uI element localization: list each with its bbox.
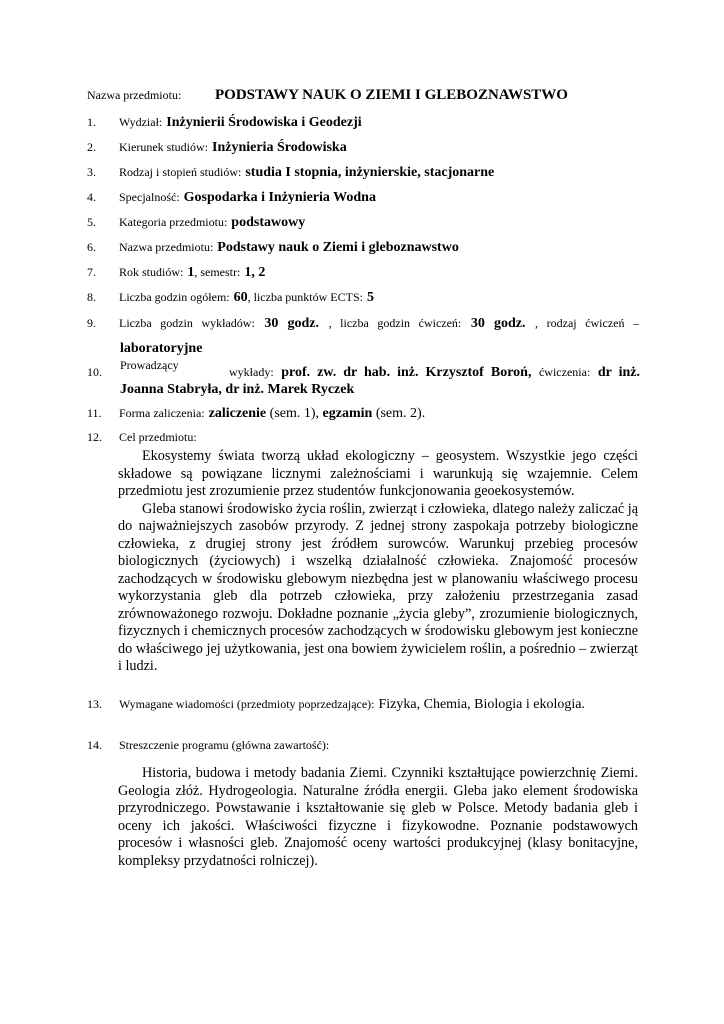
item-summary xyxy=(87,736,640,754)
item-label: ćwiczenia: xyxy=(538,365,591,379)
item-label: Wymagane wiadomości (przedmioty poprzedzające): xyxy=(119,697,375,711)
item-value: 30 godz. xyxy=(264,316,319,331)
item-specialty xyxy=(87,188,640,207)
item-number: 1. xyxy=(87,115,96,129)
item-label: Rok studiów: xyxy=(119,265,184,279)
item-value: podstawowy xyxy=(231,215,306,230)
item-hours-breakdown xyxy=(87,314,639,333)
item-label: , liczba punktów ECTS: xyxy=(247,290,363,304)
item-value: Gospodarka i Inżynieria Wodna xyxy=(183,190,376,205)
item-number: 8. xyxy=(87,290,96,304)
goal-text xyxy=(118,448,638,676)
summary-text xyxy=(118,765,638,870)
item-label: Nazwa przedmiotu: xyxy=(119,240,214,254)
item-text: (sem. 1), xyxy=(266,406,323,421)
item-value: zaliczenie xyxy=(208,406,267,421)
item-value: egzamin xyxy=(322,406,373,421)
item-course-name xyxy=(87,238,640,257)
item-number: 6. xyxy=(87,240,96,254)
item-number: 14. xyxy=(87,738,102,752)
item-label: Specjalność: xyxy=(119,190,180,204)
item-label: Liczba godzin wykładów: xyxy=(119,316,255,330)
header-label: Nazwa przedmiotu: xyxy=(87,88,182,102)
item-label: Rodzaj i stopień studiów: xyxy=(119,165,242,179)
item-study-type xyxy=(87,163,640,182)
item-goal xyxy=(87,428,640,446)
document-header xyxy=(87,86,640,104)
item-text: (sem. 2). xyxy=(372,406,426,421)
item-value: Fizyka, Chemia, Biologia i ekologia. xyxy=(378,697,585,712)
summary-paragraph: Historia, budowa i metody badania Ziemi. Czynniki kształtujące powierzchnię Ziemi. Geologia złóż. Hydrogeologia. Naturalne źródła energii. Gleba jako element środowiska przyrodniczego. Powstawanie i kształtowanie się gleb w Polsce. Metody badania gleb i oceny ich jakości. Właściwości fizyczne i fizykowodne. Poznanie podstawowych procesów i własności gleb. Znajomość oceny wartości produkcyjnej (klasy bonitacyjne, kompleksy przydatności rolniczej). xyxy=(118,765,638,869)
item-label: wykłady: xyxy=(229,365,274,379)
item-value: 1 xyxy=(187,265,195,280)
item-label: , liczba godzin ćwiczeń: xyxy=(328,316,462,330)
item-label: Liczba godzin ogółem: xyxy=(119,290,230,304)
item-label: Forma zaliczenia: xyxy=(119,406,205,420)
item-number: 9. xyxy=(87,316,96,330)
item-category xyxy=(87,213,640,232)
item-value: Inżynieria Środowiska xyxy=(212,140,347,155)
document-title: PODSTAWY NAUK O ZIEMI I GLEBOZNAWSTWO xyxy=(215,87,568,103)
item-number: 7. xyxy=(87,265,96,279)
goal-paragraph: Ekosystemy świata tworzą układ ekologiczny – geosystem. Wszystkie jego części składowe są powiązane licznymi zależnościami i warunkują się wzajemnie. Celem przedmiotu jest zrozumienie przez studentów funkcjonowania geoekosystemów. xyxy=(118,448,638,499)
item-label: Prowadzący xyxy=(120,358,179,372)
item-value: 1, 2 xyxy=(244,265,266,280)
item-value: Inżynierii Środowiska i Geodezji xyxy=(166,115,362,130)
item-number: 2. xyxy=(87,140,96,154)
item-value: Podstawy nauk o Ziemi i gleboznawstwo xyxy=(217,240,459,255)
item-number: 10. xyxy=(87,365,102,379)
item-value: 60 xyxy=(233,290,248,305)
item-label: , rodzaj ćwiczeń – xyxy=(535,316,640,330)
item-value: 30 godz. xyxy=(470,316,526,331)
item-value: 5 xyxy=(366,290,374,305)
item-prerequisites xyxy=(87,695,640,714)
item-number: 13. xyxy=(87,697,102,711)
item-hours-ects xyxy=(87,288,640,307)
item-label: Kierunek studiów: xyxy=(119,140,208,154)
item-number: 4. xyxy=(87,190,96,204)
item-number: 12. xyxy=(87,430,102,444)
item-year-semester xyxy=(87,263,640,282)
item-label: Kategoria przedmiotu: xyxy=(119,215,228,229)
item-value: dr inż. xyxy=(597,365,640,380)
goal-paragraph: Gleba stanowi środowisko życia roślin, zwierząt i człowieka, dlatego należy zaliczać ją do najważniejszych zasobów przyrody. Z jednej strony zaspokaja potrzeby biologiczne człowieka, z drugiej strony jest źródłem surowców. Warunkuj przebieg procesów biologicznych (życiowych) i wszelką działalność człowieka. Znajomość procesów zachodzących w środowisku glebowym niezbędna jest w planowaniu właściwego procesu wykorzystania gleb dla potrzeb człowieka, przy założeniu przestrzegania zasad zrównoważonego rozwoju. Dokładne poznanie „życia gleby”, zrozumienie biologicznych, fizycznych i chemicznych procesów zachodzących w środowisku glebowym jest konieczne do właściwego jej użytkowania, jest ona bowiem żywicielem roślin, a pośrednio – zwierząt i ludzi. xyxy=(118,500,638,674)
item-label: Streszczenie programu (główna zawartość): xyxy=(119,738,330,752)
item-assessment xyxy=(87,404,640,423)
item-faculty xyxy=(87,113,640,132)
item-label: Wydział: xyxy=(119,115,163,129)
item-value: studia I stopnia, inżynierskie, stacjonarne xyxy=(245,165,495,180)
item-instructors-cont xyxy=(120,380,640,399)
item-number: 11. xyxy=(87,406,102,420)
item-value: laboratoryjne xyxy=(120,341,203,356)
item-value: prof. zw. dr hab. inż. Krzysztof Boroń, xyxy=(281,365,532,380)
item-label: Cel przedmiotu: xyxy=(119,430,197,444)
item-number: 5. xyxy=(87,215,96,229)
item-value: Joanna Stabryła, dr inż. Marek Ryczek xyxy=(120,382,355,397)
item-label: , semestr: xyxy=(194,265,241,279)
item-number: 3. xyxy=(87,165,96,179)
item-field-of-study xyxy=(87,138,640,157)
